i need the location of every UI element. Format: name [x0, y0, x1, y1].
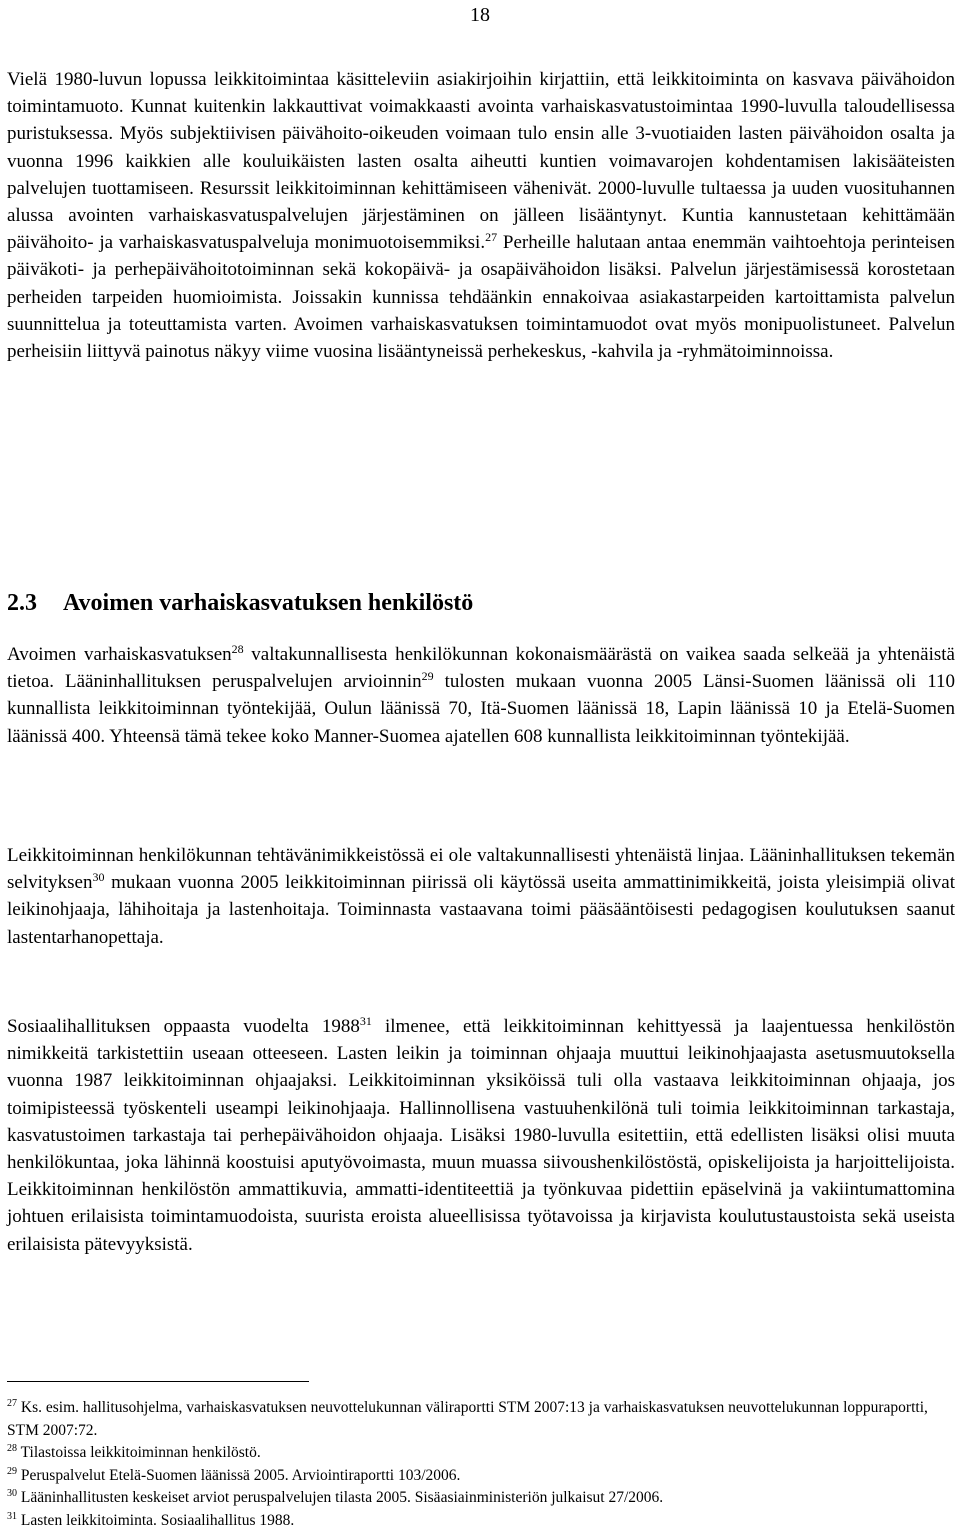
- footnote-text: Lasten leikkitoiminta. Sosiaalihallitus 1988.: [17, 1512, 294, 1529]
- paragraph-4-text-a: Sosiaalihallituksen oppaasta vuodelta 1988: [7, 1016, 360, 1037]
- paragraph-2: [7, 641, 955, 750]
- footnote-divider: [7, 1381, 309, 1382]
- paragraph-1: [7, 66, 955, 365]
- paragraph-3-text-b: mukaan vuonna 2005 leikkitoiminnan piirissä oli käytössä useita ammattinimikkeitä, joista yleisimpiä olivat leikinohjaaja, lähihoitaja ja lastenhoitaja. Toiminnasta vastaavana toimi pääsääntöisesti pedagogisen koulutuksen saanut lastentarhanopettaja.: [7, 872, 955, 947]
- footnotes: [7, 1397, 955, 1532]
- footnote-ref-27: 27: [485, 230, 497, 244]
- footnote-31: [7, 1510, 955, 1532]
- footnote-text: Lääninhallitusten keskeiset arviot peruspalvelujen tilasta 2005. Sisäasiainministeriön julkaisut 27/2006.: [17, 1489, 663, 1506]
- footnote-29: [7, 1465, 955, 1488]
- footnote-30: [7, 1487, 955, 1510]
- paragraph-3: [7, 842, 955, 951]
- section-heading: [7, 590, 473, 617]
- footnote-text: Tilastoissa leikkitoiminnan henkilöstö.: [17, 1444, 261, 1461]
- footnote-number: 27: [7, 1398, 17, 1409]
- section-number: 2.3: [7, 590, 63, 617]
- paragraph-3-text-a: Leikkitoiminnan henkilökunnan tehtävänimikkeistössä ei ole valtakunnallisesti yhtenäistä linjaa. Lääninhallituksen tekemän selvityksen: [7, 845, 955, 893]
- page-number: 18: [470, 4, 490, 27]
- paragraph-2-text-a: Avoimen varhaiskasvatuksen: [7, 644, 232, 665]
- footnote-number: 28: [7, 1443, 17, 1454]
- paragraph-1-text-b: Perheille halutaan antaa enemmän vaihtoehtoja perinteisen päiväkoti- ja perhepäivähoitotoiminnan sekä kokopäivä- ja osapäivähoidon lisäksi. Palvelun järjestämisessä korostetaan perheiden tarpeiden huomioimista. Joissakin kunnissa tehdäänkin ennakoivaa asiakastarpeiden kartoittamista palvelun suunnittelua ja toteuttamista varten. Avoimen varhaiskasvatuksen toimintamuodot ovat myös monipuolistuneet. Palvelun perheisiin liittyvä painotus näkyy viime vuosina lisääntyneissä perhekeskus, -kahvila ja -ryhmätoiminnoissa.: [7, 232, 955, 362]
- footnote-ref-30: 30: [93, 870, 105, 884]
- footnote-ref-31: 31: [360, 1014, 372, 1028]
- footnote-number: 31: [7, 1511, 17, 1522]
- footnote-ref-29: 29: [422, 669, 434, 683]
- paragraph-4-text-b: ilmenee, että leikkitoiminnan kehittyessä ja laajentuessa henkilöstön nimikkeitä tarkistettiin useaan otteeseen. Lasten leikin ja toiminnan ohjaaja muuttui leikinohjaajasta asetusmuutoksella vuonna 1987 leikkitoiminnan ohjaajaksi. Leikkitoiminnan yksiköissä tuli olla vastaava leikkitoiminnan ohjaaja, jos toimipisteessä työskenteli useampi leikinohjaaja. Hallinnollisena vastuuhenkilönä tuli toimia leikkitoiminnan tarkastaja, kasvatustoimen tarkastaja tai perhepäivähoidon ohjaaja. Lisäksi 1980-luvulla esitettiin, että edellisten lisäksi olisi muuta henkilökuntaa, joka lähinnä koostuisi aputyövoimasta, muun muassa siivoushenkilöstöstä, opiskelijoista ja harjoittelijoista. Leikkitoiminnan henkilöstön ammattikuvia, ammatti-identiteettiä ja työnkuvaa pidettiin epäselvinä ja vakiintumattomina johtuen erilaisista toimintamuodoista, suurista eroista alueellisissa työtavoissa ja kirjavista koulutustaustoista sekä useista erilaisista pätevyyksistä.: [7, 1016, 955, 1255]
- footnote-ref-28: 28: [232, 642, 244, 656]
- paragraph-2-text-b: valtakunnallisesta henkilökunnan kokonaismäärästä on vaikea saada selkeää ja yhtenäistä tietoa. Lääninhallituksen peruspalvelujen arvioinnin: [7, 644, 955, 692]
- paragraph-2-text-c: tulosten mukaan vuonna 2005 Länsi-Suomen läänissä oli 110 kunnallista leikkitoiminnan työntekijää, Oulun läänissä 70, Itä-Suomen läänissä 18, Lapin läänissä 10 ja Etelä-Suomen läänissä 400. Yhteensä tämä tekee koko Manner-Suomea ajatellen 608 kunnallista leikkitoiminnan työntekijää.: [7, 671, 955, 746]
- paragraph-1-text-a: Vielä 1980-luvun lopussa leikkitoimintaa käsitteleviin asiakirjoihin kirjattiin, että leikkitoiminta on kasvava päivähoidon toimintamuoto. Kunnat kuitenkin lakkauttivat voimakkaasti avointa varhaiskasvatustoimintaa 1990-luvulla taloudellisessa puristuksessa. Myös subjektiivisen päivähoito-oikeuden voimaan tulo ensin alle 3-vuotiaiden lasten päivähoidon osalta ja vuonna 1996 kaikkien alle kouluikäisten lasten osalta aiheutti kuntien voimavarojen kohdentamisen lakisääteisten palvelujen tuottamiseen. Resurssit leikkitoiminnan kehittämiseen vähenivät. 2000-luvulle tultaessa ja uuden vuosituhannen alussa avointen varhaiskasvatuspalvelujen järjestäminen on jälleen lisääntynyt. Kuntia kannustetaan kehittämään päivähoito- ja varhaiskasvatuspalveluja monimuotoisemmiksi.: [7, 69, 955, 253]
- footnote-number: 30: [7, 1488, 17, 1499]
- footnote-number: 29: [7, 1466, 17, 1477]
- section-title: Avoimen varhaiskasvatuksen henkilöstö: [63, 590, 473, 616]
- footnote-27: [7, 1397, 955, 1442]
- footnote-28: [7, 1442, 955, 1465]
- paragraph-4: [7, 1013, 955, 1258]
- footnote-text: Ks. esim. hallitusohjelma, varhaiskasvatuksen neuvottelukunnan väliraportti STM 2007:13 ja varhaiskasvatuksen neuvottelukunnan loppuraportti, STM 2007:72.: [7, 1399, 928, 1439]
- footnote-text: Peruspalvelut Etelä-Suomen läänissä 2005. Arviointiraportti 103/2006.: [17, 1467, 460, 1484]
